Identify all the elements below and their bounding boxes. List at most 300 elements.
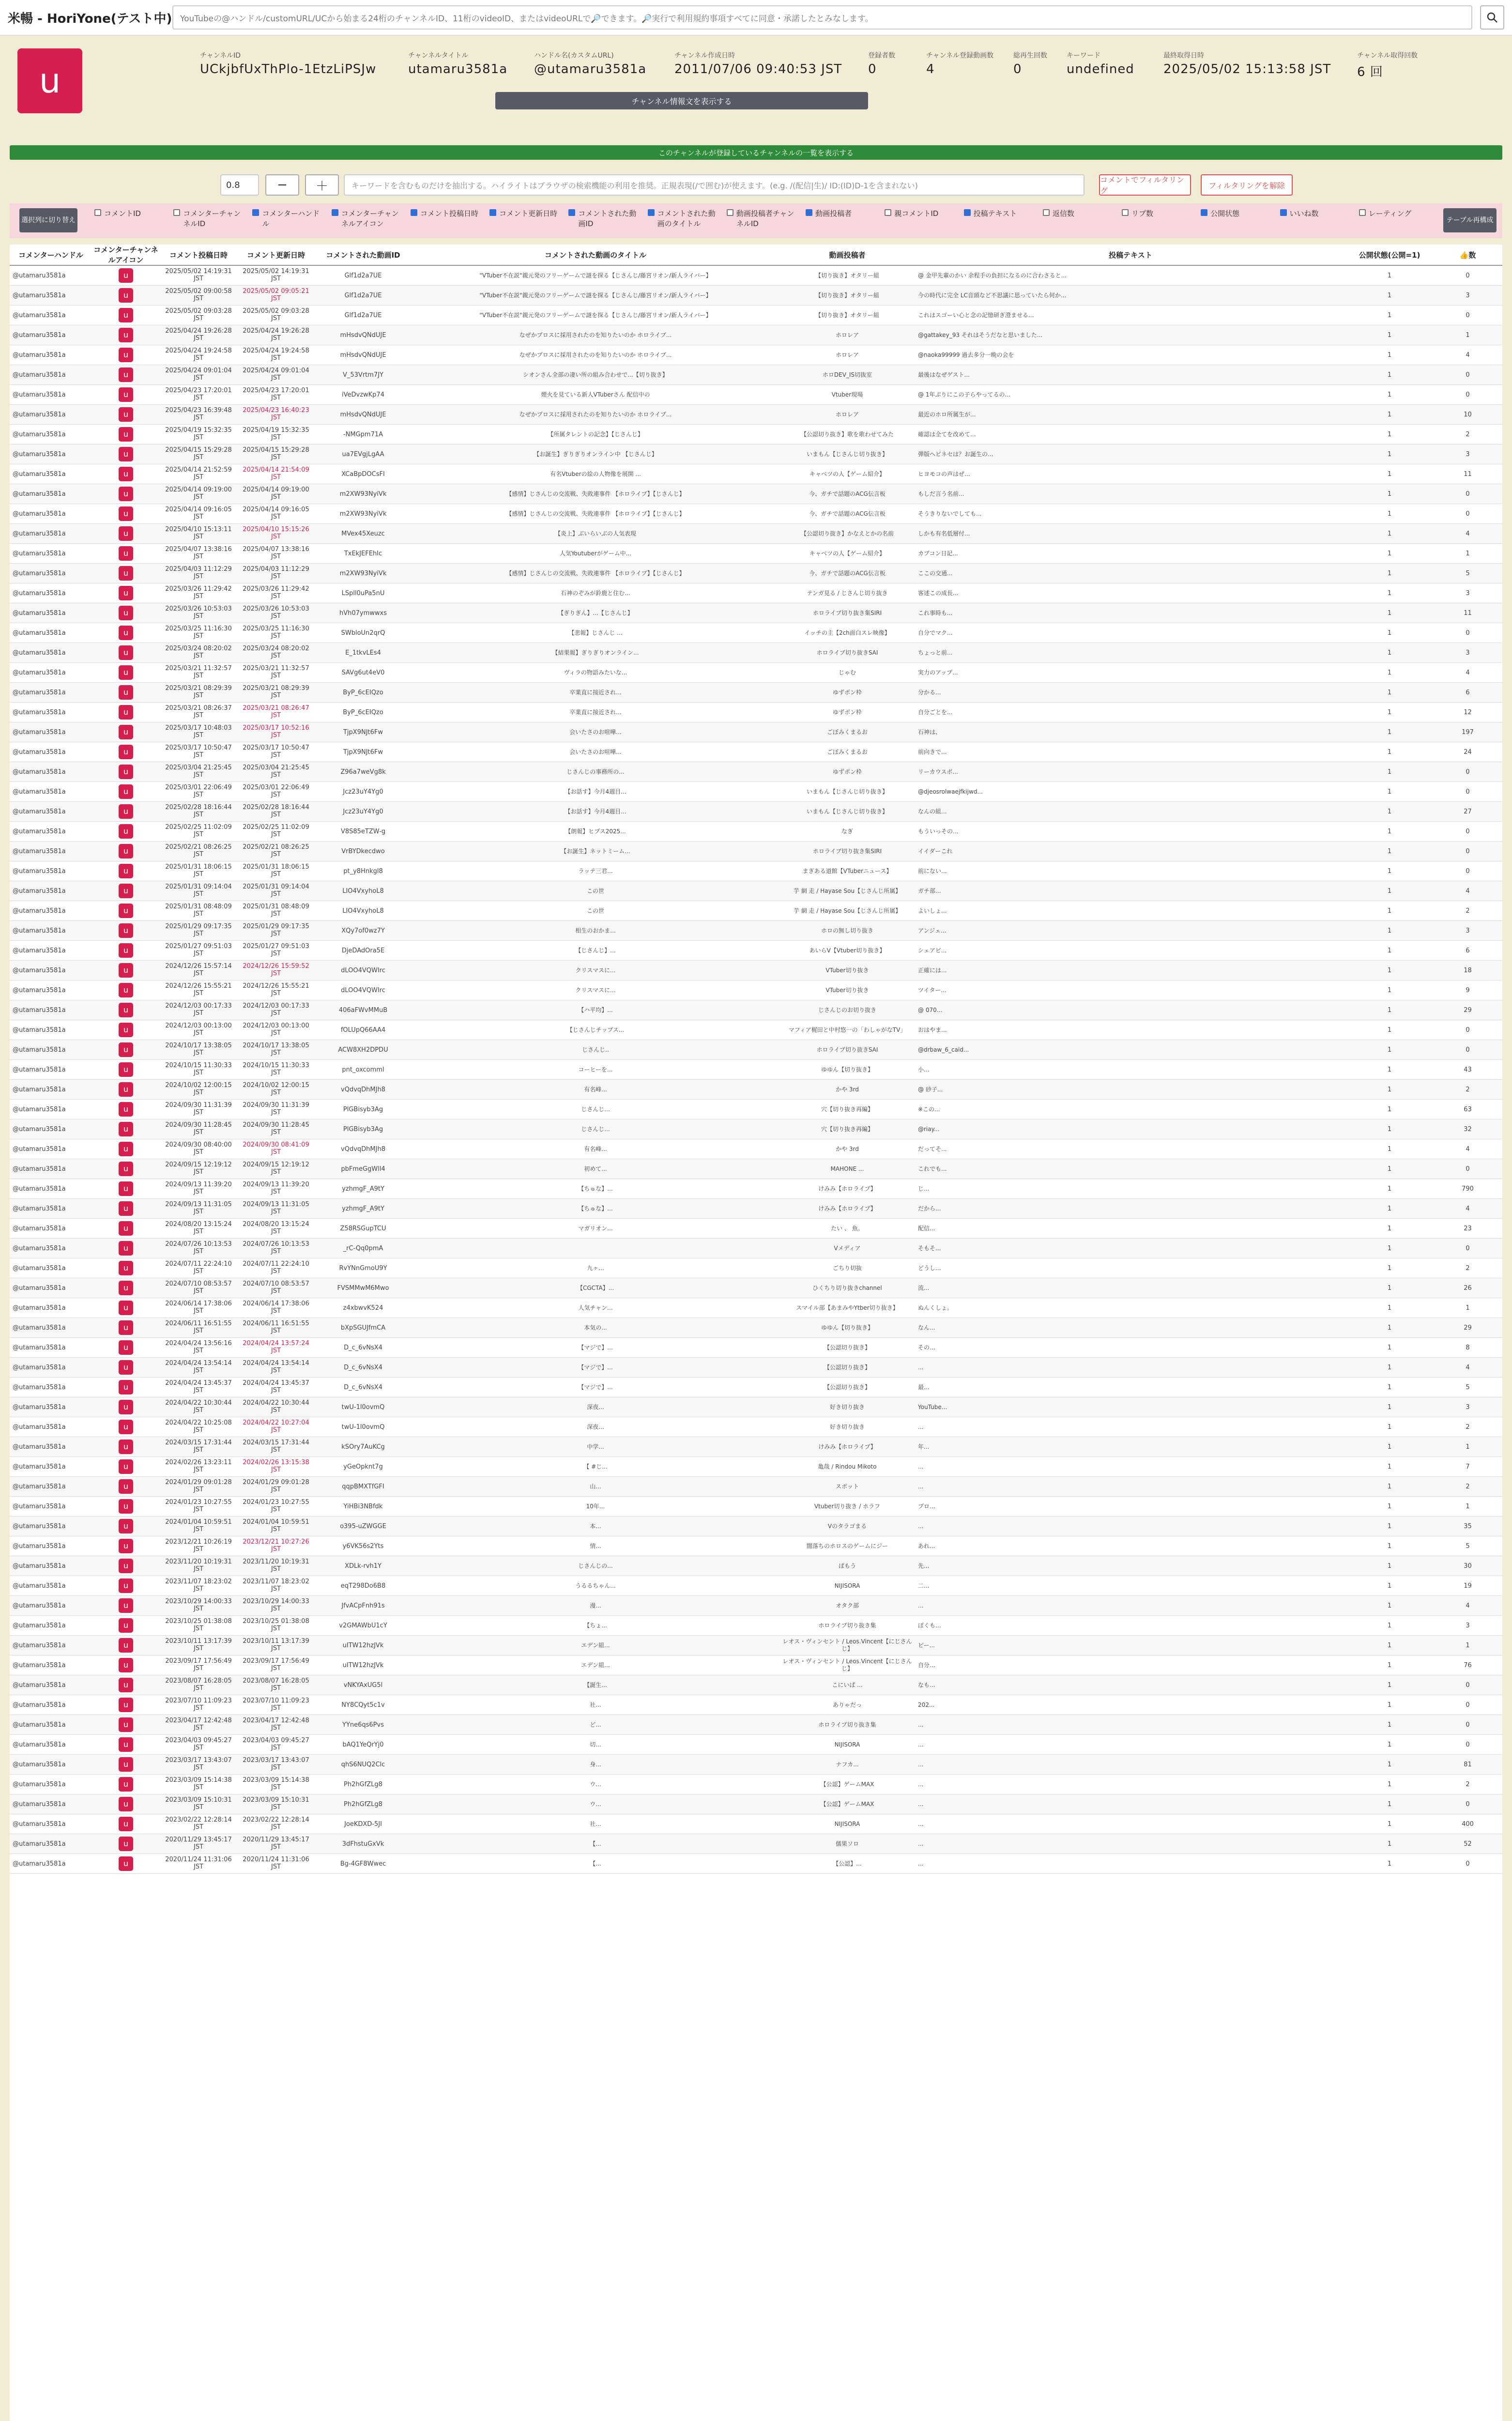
video-id-link[interactable]: 3dFhstuGxVk [315, 1834, 412, 1854]
table-row[interactable] [10, 683, 1502, 703]
video-id-link[interactable]: kSOry7AuKCg [315, 1437, 412, 1457]
video-id-link[interactable]: bXpSGUJfmCA [315, 1318, 412, 1338]
video-id-link[interactable]: LIO4VxyhoL8 [315, 881, 412, 901]
video-id-link[interactable]: mHsdvQNdUJE [315, 405, 412, 425]
avatar[interactable]: u [119, 824, 133, 839]
table-row[interactable] [10, 425, 1502, 444]
column-header[interactable]: コメント更新日時 [237, 245, 315, 265]
avatar[interactable]: u [119, 407, 133, 422]
avatar[interactable]: u [119, 626, 133, 640]
video-id-link[interactable]: m2XW93NyiVk [315, 484, 412, 504]
table-row[interactable] [10, 1318, 1502, 1338]
avatar[interactable]: u [119, 586, 133, 600]
avatar[interactable]: u [119, 745, 133, 759]
video-id-link[interactable]: Z96a7weVg8k [315, 762, 412, 782]
table-row[interactable] [10, 385, 1502, 405]
table-row[interactable] [10, 464, 1502, 484]
table-row[interactable] [10, 405, 1502, 425]
avatar[interactable]: u [119, 1479, 133, 1494]
table-row[interactable] [10, 1139, 1502, 1159]
video-id-link[interactable]: Ph2hGfZLg8 [315, 1775, 412, 1794]
table-row[interactable] [10, 1437, 1502, 1457]
table-row[interactable] [10, 1477, 1502, 1497]
video-id-link[interactable]: vNKYAxUG5l [315, 1675, 412, 1695]
table-row[interactable] [10, 981, 1502, 1000]
video-id-link[interactable]: eqT298Do6B8 [315, 1576, 412, 1596]
keyword-filter-input[interactable]: キーワードを含むものだけを抽出する。ハイライトはブラウザの検索機能の利用を推奨。正規表現(/で囲む)が使えます。(e.g. /(配信|生)/ ID:(ID)D-1を含まれない) [344, 174, 1084, 196]
avatar[interactable]: u [119, 1400, 133, 1414]
column-header[interactable]: 投稿テキスト [915, 245, 1346, 265]
table-row[interactable] [10, 1199, 1502, 1219]
avatar[interactable]: u [119, 1717, 133, 1732]
video-id-link[interactable]: PlGBisyb3Ag [315, 1119, 412, 1139]
avatar[interactable]: u [119, 606, 133, 620]
increment-button[interactable]: ＋ [305, 174, 339, 196]
avatar[interactable]: u [119, 308, 133, 322]
video-id-link[interactable]: LSpll0uPa5nU [315, 583, 412, 603]
avatar[interactable]: u [119, 1420, 133, 1434]
table-row[interactable] [10, 1675, 1502, 1695]
checkbox-icon[interactable] [1043, 209, 1050, 216]
table-row[interactable] [10, 1100, 1502, 1119]
video-id-link[interactable]: z4xbwvK524 [315, 1298, 412, 1318]
checkbox-icon[interactable] [252, 209, 259, 216]
table-row[interactable] [10, 663, 1502, 683]
table-row[interactable] [10, 861, 1502, 881]
avatar[interactable]: u [119, 1856, 133, 1871]
video-id-link[interactable]: XDLk-rvh1Y [315, 1556, 412, 1576]
table-row[interactable] [10, 1239, 1502, 1258]
avatar[interactable]: u [119, 1440, 133, 1454]
avatar[interactable]: u [119, 268, 133, 283]
table-row[interactable] [10, 265, 1502, 286]
checkbox-icon[interactable] [94, 209, 101, 216]
table-row[interactable] [10, 1338, 1502, 1358]
video-id-link[interactable]: ByP_6cEIQzo [315, 703, 412, 722]
video-id-link[interactable]: Bg-4GF8Wwec [315, 1854, 412, 1874]
checkbox-icon[interactable] [1359, 209, 1366, 216]
video-id-link[interactable]: JfvACpFnh91s [315, 1596, 412, 1616]
avatar[interactable]: u [119, 1360, 133, 1375]
table-row[interactable] [10, 365, 1502, 385]
column-toggle[interactable] [332, 208, 406, 229]
table-row[interactable] [10, 1497, 1502, 1517]
table-row[interactable] [10, 1715, 1502, 1735]
column-toggle[interactable] [411, 208, 485, 218]
table-row[interactable] [10, 762, 1502, 782]
table-row[interactable] [10, 1397, 1502, 1417]
table-row[interactable] [10, 1814, 1502, 1834]
avatar[interactable]: u [119, 1301, 133, 1315]
table-row[interactable] [10, 1636, 1502, 1655]
checkbox-icon[interactable] [489, 209, 496, 216]
video-id-link[interactable]: o395-uZWGGE [315, 1517, 412, 1536]
video-id-link[interactable]: JoeKDXD-5JI [315, 1814, 412, 1834]
avatar[interactable]: u [119, 566, 133, 581]
video-id-link[interactable]: SAVg6ut4eV0 [315, 663, 412, 683]
avatar[interactable]: u [119, 804, 133, 819]
avatar[interactable]: u [119, 685, 133, 700]
avatar[interactable]: u [119, 1757, 133, 1772]
video-id-link[interactable]: LIO4VxyhoL8 [315, 901, 412, 921]
table-row[interactable] [10, 1159, 1502, 1179]
checkbox-icon[interactable] [568, 209, 575, 216]
column-header[interactable]: コメントされた動画ID [315, 245, 412, 265]
avatar[interactable]: u [119, 844, 133, 858]
threshold-input[interactable]: 0.8 [220, 174, 259, 196]
table-row[interactable] [10, 742, 1502, 762]
table-row[interactable] [10, 1060, 1502, 1080]
table-row[interactable] [10, 1040, 1502, 1060]
video-id-link[interactable]: YiHBi3NBfdk [315, 1497, 412, 1517]
video-id-link[interactable]: TxEkJEFEhIc [315, 544, 412, 564]
video-id-link[interactable]: ACW8XH2DPDU [315, 1040, 412, 1060]
table-row[interactable] [10, 1775, 1502, 1794]
video-id-link[interactable]: qhS6NUQ2Clc [315, 1755, 412, 1775]
video-id-link[interactable]: -NMGpm71A [315, 425, 412, 444]
video-id-link[interactable]: D_c_6vNsX4 [315, 1338, 412, 1358]
subscriptions-banner[interactable]: このチャンネルが登録しているチャンネルの一覧を表示する [10, 145, 1502, 160]
video-id-link[interactable]: qqpBMXTfGFI [315, 1477, 412, 1497]
avatar[interactable]: u [119, 487, 133, 501]
avatar[interactable]: u [119, 1817, 133, 1831]
avatar[interactable]: u [119, 1261, 133, 1275]
video-id-link[interactable]: FVSMMwM6Mwo [315, 1278, 412, 1298]
search-input[interactable]: YouTubeの@ハンドル/customURL/UCから始まる24桁のチャンネルID、11桁のvideoID、またはvideoURLで🔎できます。🔎実行で利用規約事項すべてに同意・承諾したとみなします。 [172, 5, 1472, 30]
video-id-link[interactable]: XQy7of0wz7Y [315, 921, 412, 941]
avatar[interactable]: u [119, 1698, 133, 1712]
video-id-link[interactable]: Glf1d2a7UE [315, 306, 412, 325]
column-header[interactable]: 動画投稿者 [779, 245, 915, 265]
video-id-link[interactable]: V_53Vrtm7JY [315, 365, 412, 385]
video-id-link[interactable]: TjpX9NJt6Fw [315, 722, 412, 742]
avatar[interactable]: u [119, 765, 133, 779]
table-row[interactable] [10, 1000, 1502, 1020]
video-id-link[interactable]: twU-1l0ovmQ [315, 1417, 412, 1437]
table-row[interactable] [10, 444, 1502, 464]
avatar[interactable]: u [119, 1797, 133, 1811]
filter-comments-button[interactable]: コメントでフィルタリング [1099, 174, 1191, 196]
video-id-link[interactable]: MVex45Xeuzc [315, 524, 412, 544]
video-id-link[interactable]: Ph2hGfZLg8 [315, 1794, 412, 1814]
avatar[interactable]: u [119, 1578, 133, 1593]
table-row[interactable] [10, 1794, 1502, 1814]
show-channel-description-button[interactable]: チャンネル情報文を表示する [495, 92, 868, 109]
avatar[interactable]: u [119, 328, 133, 342]
table-row[interactable] [10, 802, 1502, 822]
table-row[interactable] [10, 901, 1502, 921]
avatar[interactable]: u [119, 904, 133, 918]
checkbox-icon[interactable] [727, 209, 733, 216]
checkbox-icon[interactable] [332, 209, 338, 216]
video-id-link[interactable]: V8S85eTZW-g [315, 822, 412, 842]
column-toggle[interactable] [964, 208, 1038, 218]
avatar[interactable]: u [119, 526, 133, 541]
video-id-link[interactable]: bAQ1YeQrYj0 [315, 1735, 412, 1755]
table-row[interactable] [10, 524, 1502, 544]
table-row[interactable] [10, 504, 1502, 524]
avatar[interactable]: u [119, 1023, 133, 1037]
avatar[interactable]: u [119, 368, 133, 382]
video-id-link[interactable]: mHsdvQNdUJE [315, 325, 412, 345]
video-id-link[interactable]: pbFmeGgWll4 [315, 1159, 412, 1179]
avatar[interactable]: u [119, 943, 133, 958]
avatar[interactable]: u [119, 348, 133, 362]
video-id-link[interactable]: uITW12hzJVk [315, 1636, 412, 1655]
avatar[interactable]: u [119, 1082, 133, 1097]
table-row[interactable] [10, 1417, 1502, 1437]
table-row[interactable] [10, 1695, 1502, 1715]
column-toggle[interactable] [806, 208, 880, 218]
checkbox-icon[interactable] [173, 209, 180, 216]
column-toggle[interactable] [489, 208, 564, 218]
table-row[interactable] [10, 1854, 1502, 1874]
column-toggle[interactable] [94, 208, 168, 218]
avatar[interactable]: u [119, 288, 133, 303]
video-id-link[interactable]: hVh07ymwwxs [315, 603, 412, 623]
checkbox-icon[interactable] [1201, 209, 1207, 216]
table-row[interactable] [10, 1457, 1502, 1477]
avatar[interactable]: u [119, 1519, 133, 1533]
avatar[interactable]: u [119, 427, 133, 442]
column-toggle[interactable] [568, 208, 642, 229]
avatar[interactable]: u [119, 1062, 133, 1077]
table-row[interactable] [10, 643, 1502, 663]
checkbox-icon[interactable] [964, 209, 971, 216]
table-row[interactable] [10, 1179, 1502, 1199]
avatar[interactable]: u [119, 963, 133, 978]
avatar[interactable]: u [119, 1618, 133, 1633]
column-header[interactable]: コメントされた動画のタイトル [412, 245, 779, 265]
avatar[interactable]: u [119, 447, 133, 461]
checkbox-icon[interactable] [1122, 209, 1129, 216]
table-row[interactable] [10, 484, 1502, 504]
avatar[interactable]: u [119, 1539, 133, 1553]
avatar[interactable]: u [119, 387, 133, 402]
video-id-link[interactable]: vQdvqDhMJh8 [315, 1080, 412, 1100]
avatar[interactable]: u [119, 1658, 133, 1672]
column-toggle[interactable] [648, 208, 722, 229]
search-button[interactable] [1480, 5, 1504, 30]
video-id-link[interactable]: NY8CQyt5c1v [315, 1695, 412, 1715]
clear-filter-button[interactable]: フィルタリングを解除 [1201, 174, 1293, 196]
table-row[interactable] [10, 842, 1502, 861]
avatar[interactable]: u [119, 983, 133, 997]
video-id-link[interactable]: Jcz23uY4Yg0 [315, 802, 412, 822]
avatar[interactable]: u [119, 705, 133, 720]
column-toggle[interactable] [1201, 208, 1275, 218]
video-id-link[interactable]: yzhmgF_A9tY [315, 1199, 412, 1219]
avatar[interactable]: u [119, 1221, 133, 1236]
table-row[interactable] [10, 1278, 1502, 1298]
table-row[interactable] [10, 822, 1502, 842]
avatar[interactable]: u [119, 645, 133, 660]
avatar[interactable]: u [119, 1499, 133, 1514]
column-toggle[interactable] [727, 208, 801, 229]
video-id-link[interactable]: yzhmgF_A9tY [315, 1179, 412, 1199]
video-id-link[interactable]: m2XW93NyiVk [315, 564, 412, 583]
video-id-link[interactable]: dLOO4VQWIrc [315, 981, 412, 1000]
avatar[interactable]: u [119, 884, 133, 898]
avatar[interactable]: u [119, 1042, 133, 1057]
avatar[interactable]: u [119, 1241, 133, 1256]
video-id-link[interactable]: y6VK56s2Yts [315, 1536, 412, 1556]
table-row[interactable] [10, 306, 1502, 325]
table-row[interactable] [10, 1517, 1502, 1536]
video-id-link[interactable]: m2XW93NyiVk [315, 504, 412, 524]
avatar[interactable]: u [119, 1122, 133, 1136]
checkbox-icon[interactable] [885, 209, 891, 216]
column-header[interactable]: コメンターチャンネルアイコン [92, 245, 160, 265]
video-id-link[interactable]: SWbloUn2qrQ [315, 623, 412, 643]
avatar[interactable]: u [119, 1201, 133, 1216]
avatar[interactable]: u [119, 725, 133, 739]
table-row[interactable] [10, 722, 1502, 742]
column-header[interactable]: コメンターハンドル [10, 245, 92, 265]
avatar[interactable]: u [119, 1678, 133, 1692]
table-row[interactable] [10, 603, 1502, 623]
video-id-link[interactable]: Z58RSGupTCU [315, 1219, 412, 1239]
table-row[interactable] [10, 881, 1502, 901]
table-row[interactable] [10, 961, 1502, 981]
avatar[interactable]: u [119, 1281, 133, 1295]
column-header[interactable]: 👍数 [1433, 245, 1502, 265]
checkbox-icon[interactable] [806, 209, 812, 216]
avatar[interactable]: u [119, 784, 133, 799]
video-id-link[interactable]: pnt_oxcomml [315, 1060, 412, 1080]
table-row[interactable] [10, 544, 1502, 564]
video-id-link[interactable]: D_c_6vNsX4 [315, 1358, 412, 1378]
decrement-button[interactable]: − [265, 174, 299, 196]
table-row[interactable] [10, 1576, 1502, 1596]
table-row[interactable] [10, 1080, 1502, 1100]
table-row[interactable] [10, 1358, 1502, 1378]
video-id-link[interactable]: yGeOpknt7g [315, 1457, 412, 1477]
checkbox-icon[interactable] [411, 209, 417, 216]
avatar[interactable]: u [119, 1340, 133, 1355]
avatar[interactable]: u [119, 546, 133, 561]
checkbox-icon[interactable] [648, 209, 655, 216]
video-id-link[interactable]: VrBYDkecdwo [315, 842, 412, 861]
column-toggle[interactable] [1359, 208, 1433, 218]
table-row[interactable] [10, 1556, 1502, 1576]
table-row[interactable] [10, 286, 1502, 306]
video-id-link[interactable]: TjpX9NJt6Fw [315, 742, 412, 762]
video-id-link[interactable]: vQdvqDhMJh8 [315, 1139, 412, 1159]
avatar[interactable]: u [119, 1777, 133, 1792]
table-row[interactable] [10, 941, 1502, 961]
column-header[interactable]: コメント投稿日時 [160, 245, 237, 265]
video-id-link[interactable]: E_1tkvLEs4 [315, 643, 412, 663]
avatar[interactable]: u [119, 1181, 133, 1196]
avatar[interactable]: u [119, 1162, 133, 1176]
column-toggle[interactable] [252, 208, 326, 229]
table-row[interactable] [10, 1119, 1502, 1139]
avatar[interactable]: u [119, 1638, 133, 1653]
table-row[interactable] [10, 703, 1502, 722]
avatar[interactable]: u [119, 1837, 133, 1851]
avatar[interactable]: u [119, 1003, 133, 1017]
avatar[interactable]: u [119, 467, 133, 481]
column-toggle[interactable] [1280, 208, 1354, 218]
video-id-link[interactable]: fOLUpQ66AA4 [315, 1020, 412, 1040]
avatar[interactable]: u [119, 864, 133, 878]
video-id-link[interactable]: twU-1l0ovmQ [315, 1397, 412, 1417]
video-id-link[interactable]: ByP_6cEIQzo [315, 683, 412, 703]
video-id-link[interactable]: 406aFWvMMuB [315, 1000, 412, 1020]
avatar[interactable]: u [119, 923, 133, 938]
column-toggle[interactable] [1043, 208, 1117, 218]
column-header[interactable]: 公開状態(公開=1) [1346, 245, 1433, 265]
table-row[interactable] [10, 325, 1502, 345]
table-row[interactable] [10, 1219, 1502, 1239]
table-row[interactable] [10, 1258, 1502, 1278]
video-id-link[interactable]: _rC-Qq0pmA [315, 1239, 412, 1258]
column-toggle[interactable] [885, 208, 959, 218]
table-row[interactable] [10, 564, 1502, 583]
video-id-link[interactable]: YYne6qs6Pvs [315, 1715, 412, 1735]
avatar[interactable]: u [119, 1102, 133, 1117]
avatar[interactable]: u [119, 665, 133, 680]
table-row[interactable] [10, 1616, 1502, 1636]
table-row[interactable] [10, 1378, 1502, 1397]
video-id-link[interactable]: DjeDAdOra5E [315, 941, 412, 961]
video-id-link[interactable]: dLOO4VQWIrc [315, 961, 412, 981]
table-row[interactable] [10, 623, 1502, 643]
video-id-link[interactable]: iVeDvzwKp74 [315, 385, 412, 405]
video-id-link[interactable]: pt_y8Hnkgl8 [315, 861, 412, 881]
table-row[interactable] [10, 1536, 1502, 1556]
column-toggle[interactable] [173, 208, 247, 229]
table-row[interactable] [10, 583, 1502, 603]
checkbox-icon[interactable] [1280, 209, 1287, 216]
video-id-link[interactable]: XCaBpDOCsFI [315, 464, 412, 484]
table-row[interactable] [10, 1755, 1502, 1775]
table-row[interactable] [10, 921, 1502, 941]
table-row[interactable] [10, 1834, 1502, 1854]
table-row[interactable] [10, 1596, 1502, 1616]
table-row[interactable] [10, 345, 1502, 365]
video-id-link[interactable]: uITW12hzJVk [315, 1655, 412, 1675]
table-row[interactable] [10, 1655, 1502, 1675]
video-id-link[interactable]: PlGBisyb3Ag [315, 1100, 412, 1119]
avatar[interactable]: u [119, 1737, 133, 1752]
table-row[interactable] [10, 1298, 1502, 1318]
table-row[interactable] [10, 1020, 1502, 1040]
avatar[interactable]: u [119, 506, 133, 521]
avatar[interactable]: u [119, 1320, 133, 1335]
avatar[interactable]: u [119, 1598, 133, 1613]
video-id-link[interactable]: Glf1d2a7UE [315, 265, 412, 286]
column-toggle[interactable] [1122, 208, 1196, 218]
video-id-link[interactable]: D_c_6vNsX4 [315, 1378, 412, 1397]
rebuild-table-button[interactable]: テーブル再構成 [1443, 208, 1497, 232]
video-id-link[interactable]: ua7EVgjLgAA [315, 444, 412, 464]
video-id-link[interactable]: Jcz23uY4Yg0 [315, 782, 412, 802]
avatar[interactable]: u [119, 1559, 133, 1573]
table-row[interactable] [10, 1735, 1502, 1755]
avatar[interactable]: u [119, 1459, 133, 1474]
avatar[interactable]: u [119, 1142, 133, 1156]
toggle-selected-columns-button[interactable]: 選択列に切り替え [19, 208, 77, 232]
avatar[interactable]: u [119, 1380, 133, 1394]
video-id-link[interactable]: Glf1d2a7UE [315, 286, 412, 306]
video-id-link[interactable]: RvYNnGmoU9Y [315, 1258, 412, 1278]
video-id-link[interactable]: mHsdvQNdUJE [315, 345, 412, 365]
table-row[interactable] [10, 782, 1502, 802]
video-id-link[interactable]: v2GMAWbU1cY [315, 1616, 412, 1636]
comment-text: リーカウスポ... [915, 762, 1346, 782]
